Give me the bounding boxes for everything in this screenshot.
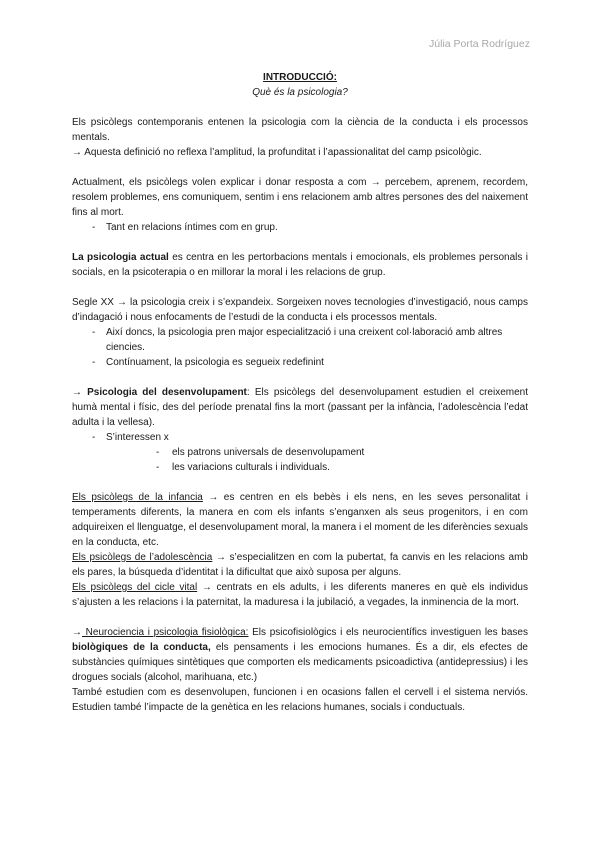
bullet-list	[72, 220, 528, 235]
bold-term: Psicologia del desenvolupament	[87, 387, 247, 398]
list-item: - les variacions culturals i individuals.	[72, 460, 528, 475]
paragraph-definition: Els psicòlegs contemporanis entenen la psicologia com la ciència de la conducta i els processos mentals.	[72, 117, 528, 143]
underlined-term: Els psicòlegs de l’adolescència	[72, 552, 213, 563]
paragraph-psicologia-actual: La psicologia actual es centra en les pertorbacions mentals i emocionals, els problemes personals i socials, en la psicoterapia o en millorar la moral i les relacions de grup.	[72, 252, 528, 278]
underlined-term: Els psicòlegs de la infancia	[72, 492, 203, 503]
list-item: - Així doncs, la psicologia pren major especialització i una creixent col·laboració amb altres ciencies.	[72, 325, 528, 355]
list-item: - els patrons universals de desenvolupament	[72, 445, 528, 460]
paragraph-infancia: Els psicòlegs de la infancia → es centren en els bebès i els nens, en les seves personalitat i temperaments diferents, la manera en com els infants s’enganxen als seus progenitors, i en com adquireixen el llenguatge, el desenvolupament moral, la manera i el moment de les diferències sexuals en la conducta, etc.	[72, 492, 528, 548]
paragraph-desenvolupament: → Psicologia del desenvolupament: Els psicòlegs del desenvolupament estudien el creixement humà mental i físic, des del període prenatal fins la mort (passant per la infància, l’adolescència l’edat adulta i la vellesa).	[72, 387, 528, 428]
section-title: INTRODUCCIÓ:	[263, 72, 337, 83]
paragraph-neurociencia: → Neurociencia i psicologia fisiològica: Els psicofisiològics i els neurocientífics investiguen les bases biològiques de la conducta, els pensaments i les emocions humanes. És a dir, els efectes de substàncies químiques sintètiques que comporten els medicaments psicoadictiva (antidepressius) i les drogues socials (alcohol, marihuana, etc.)	[72, 627, 528, 683]
bullet-list	[72, 325, 528, 370]
paragraph-segle-xx: Segle XX → la psicologia creix i s’expandeix. Sorgeixen noves tecnologies d’investigació, nous camps d’indagació i nous enfocaments de l’estudi de la conducta i els processos mentals.	[72, 297, 528, 323]
underlined-term: Neurociencia i psicologia fisiològica:	[82, 627, 249, 638]
bold-term: La psicologia actual	[72, 252, 169, 263]
list-item: - Tant en relacions íntimes com en grup.	[72, 220, 528, 235]
underlined-term: Els psicòlegs del cicle vital	[72, 582, 198, 593]
paragraph-neurociencia-cont: També estudien com es desenvolupen, funcionen i en ocasions fallen el cervell i el sistema nerviós. Estudien també l’impacte de la genètica en les relacions humanes, socials i conductuals.	[72, 687, 528, 713]
paragraph-cicle-vital: Els psicòlegs del cicle vital → centrats en els adults, i les diferents maneres en què els individus s’ajusten a les relacions i la paternitat, la maduresa i la jubilació, a vegades, la inminencia de la mort.	[72, 582, 528, 608]
list-item: - Contínuament, la psicologia es segueix redefinint	[72, 355, 528, 370]
list-item: - S’interessen x	[72, 430, 528, 445]
paragraph-definition-note: → Aquesta definició no reflexa l’amplitud, la profunditat i l’apassionalitat del camp psicològic.	[72, 147, 482, 158]
paragraph-adolescencia: Els psicòlegs de l’adolescència → s’especialitzen en com la pubertat, fa canvis en les relacions amb els pares, la búsqueda d’identitat i la dificultat que això suposa per alguns.	[72, 552, 528, 578]
author-name: Júlia Porta Rodríguez	[429, 38, 530, 50]
section-subtitle: Què és la psicologia?	[252, 87, 348, 98]
bullet-list	[72, 430, 528, 475]
document-body	[72, 70, 528, 715]
bold-term: biològiques de la conducta,	[72, 642, 211, 653]
paragraph-actualment: Actualment, els psicòlegs volen explicar i donar resposta a com → percebem, aprenem, recordem, resolem problemes, ens comuniquem, sentim i ens relacionem amb altres persones des del naixement fins al mort.	[72, 177, 528, 218]
